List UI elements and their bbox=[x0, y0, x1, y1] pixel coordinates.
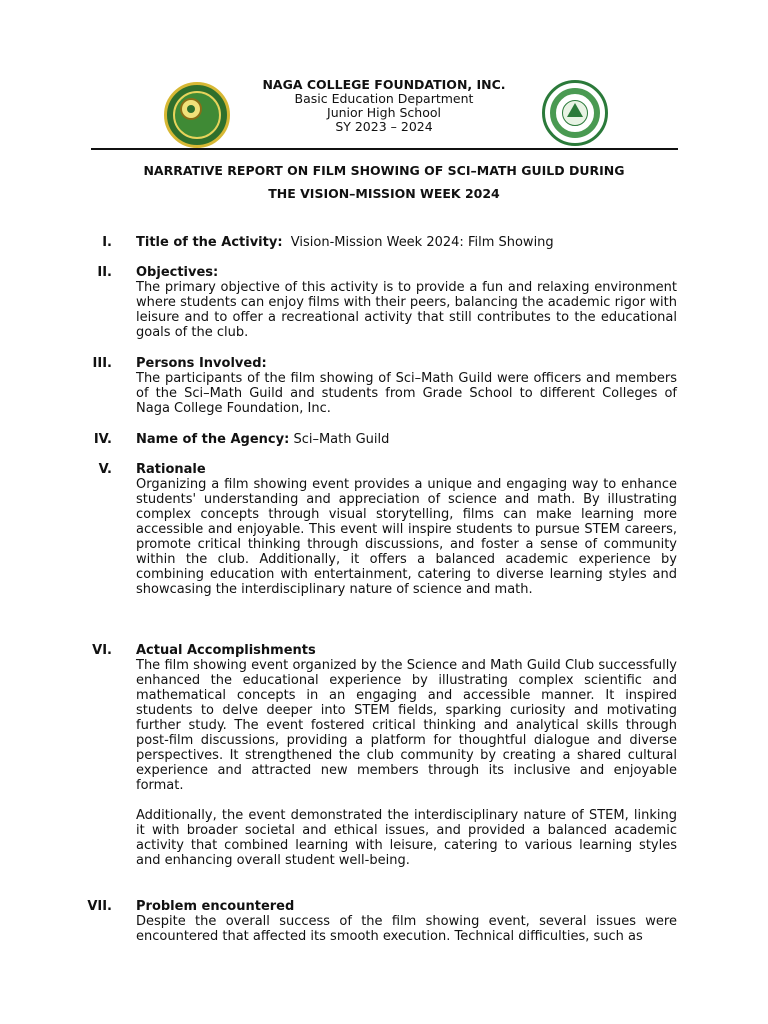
section-number: III. bbox=[92, 356, 112, 371]
header-divider bbox=[91, 148, 678, 150]
section-heading: Actual Accomplishments bbox=[136, 643, 316, 658]
report-title-line-2: THE VISION–MISSION WEEK 2024 bbox=[268, 186, 500, 201]
section-value: Vision-Mission Week 2024: Film Showing bbox=[290, 235, 554, 250]
section-heading: Persons Involved: bbox=[136, 356, 267, 371]
section-heading: Problem encountered bbox=[136, 899, 295, 914]
section-number: IV. bbox=[93, 432, 112, 447]
section-heading: Name of the Agency: bbox=[136, 432, 290, 447]
department: Basic Education Department bbox=[294, 91, 474, 106]
section-body-2: Additionally, the event demonstrated the interdisciplinary nature of STEM, linking it with broader societal and ethical issues, and provided a balanced academic activity that combined learning with leisure, catering to various learning styles and enhancing overall student well-being. bbox=[136, 808, 677, 868]
org-name: NAGA COLLEGE FOUNDATION, INC. bbox=[262, 77, 506, 92]
section-number: V. bbox=[98, 462, 112, 477]
section-body: The film showing event organized by the Science and Math Guild Club successfully enhanced the educational experience by illustrating complex scientific and mathematical concepts in an engaging and accessible manner. It inspired students to delve deeper into STEM fields, sparking curiosity and motivating further study. The event fostered critical thinking and analytical skills through post-film discussions, providing a platform for thoughtful dialogue and diverse perspectives. It strengthened the club community by creating a shared cultural experience and attracted new members through its inclusive and enjoyable format. bbox=[136, 658, 677, 793]
section-number: VII. bbox=[87, 899, 112, 914]
section-number: VI. bbox=[92, 643, 112, 658]
report-title-line-1: NARRATIVE REPORT ON FILM SHOWING OF SCI–MATH GUILD DURING bbox=[143, 163, 625, 178]
section-body: Organizing a film showing event provides a unique and engaging way to enhance students' understanding and appreciation of science and math. By illustrating complex concepts through visual storytelling, films can make learning more accessible and enjoyable. This event will inspire students to pursue STEM careers, promote critical thinking through discussions, and foster a sense of community within the club. Additionally, it offers a balanced academic experience by combining education with entertainment, catering to diverse learning styles and showcasing the interdisciplinary nature of science and math. bbox=[136, 477, 677, 597]
section-number: II. bbox=[97, 265, 112, 280]
section-body: Despite the overall success of the film showing event, several issues were encountered that affected its smooth execution. Technical difficulties, such as bbox=[136, 914, 677, 944]
section-number: I. bbox=[102, 235, 112, 250]
letterhead bbox=[0, 78, 768, 134]
section-heading: Objectives: bbox=[136, 265, 219, 280]
section-body: The primary objective of this activity is to provide a fun and relaxing environment where students can enjoy films with their peers, balancing the academic rigor with leisure and to offer a recreational activity that still contributes to the educational goals of the club. bbox=[136, 280, 677, 340]
school-year: SY 2023 – 2024 bbox=[335, 119, 433, 134]
school-level: Junior High School bbox=[327, 105, 441, 120]
section-value: Sci–Math Guild bbox=[293, 432, 390, 447]
section-heading: Rationale bbox=[136, 462, 206, 477]
section-body: The participants of the film showing of Sci–Math Guild were officers and members of the Sci–Math Guild and students from Grade School to different Colleges of Naga College Foundation, Inc. bbox=[136, 371, 677, 416]
section-heading: Title of the Activity: bbox=[136, 235, 283, 250]
